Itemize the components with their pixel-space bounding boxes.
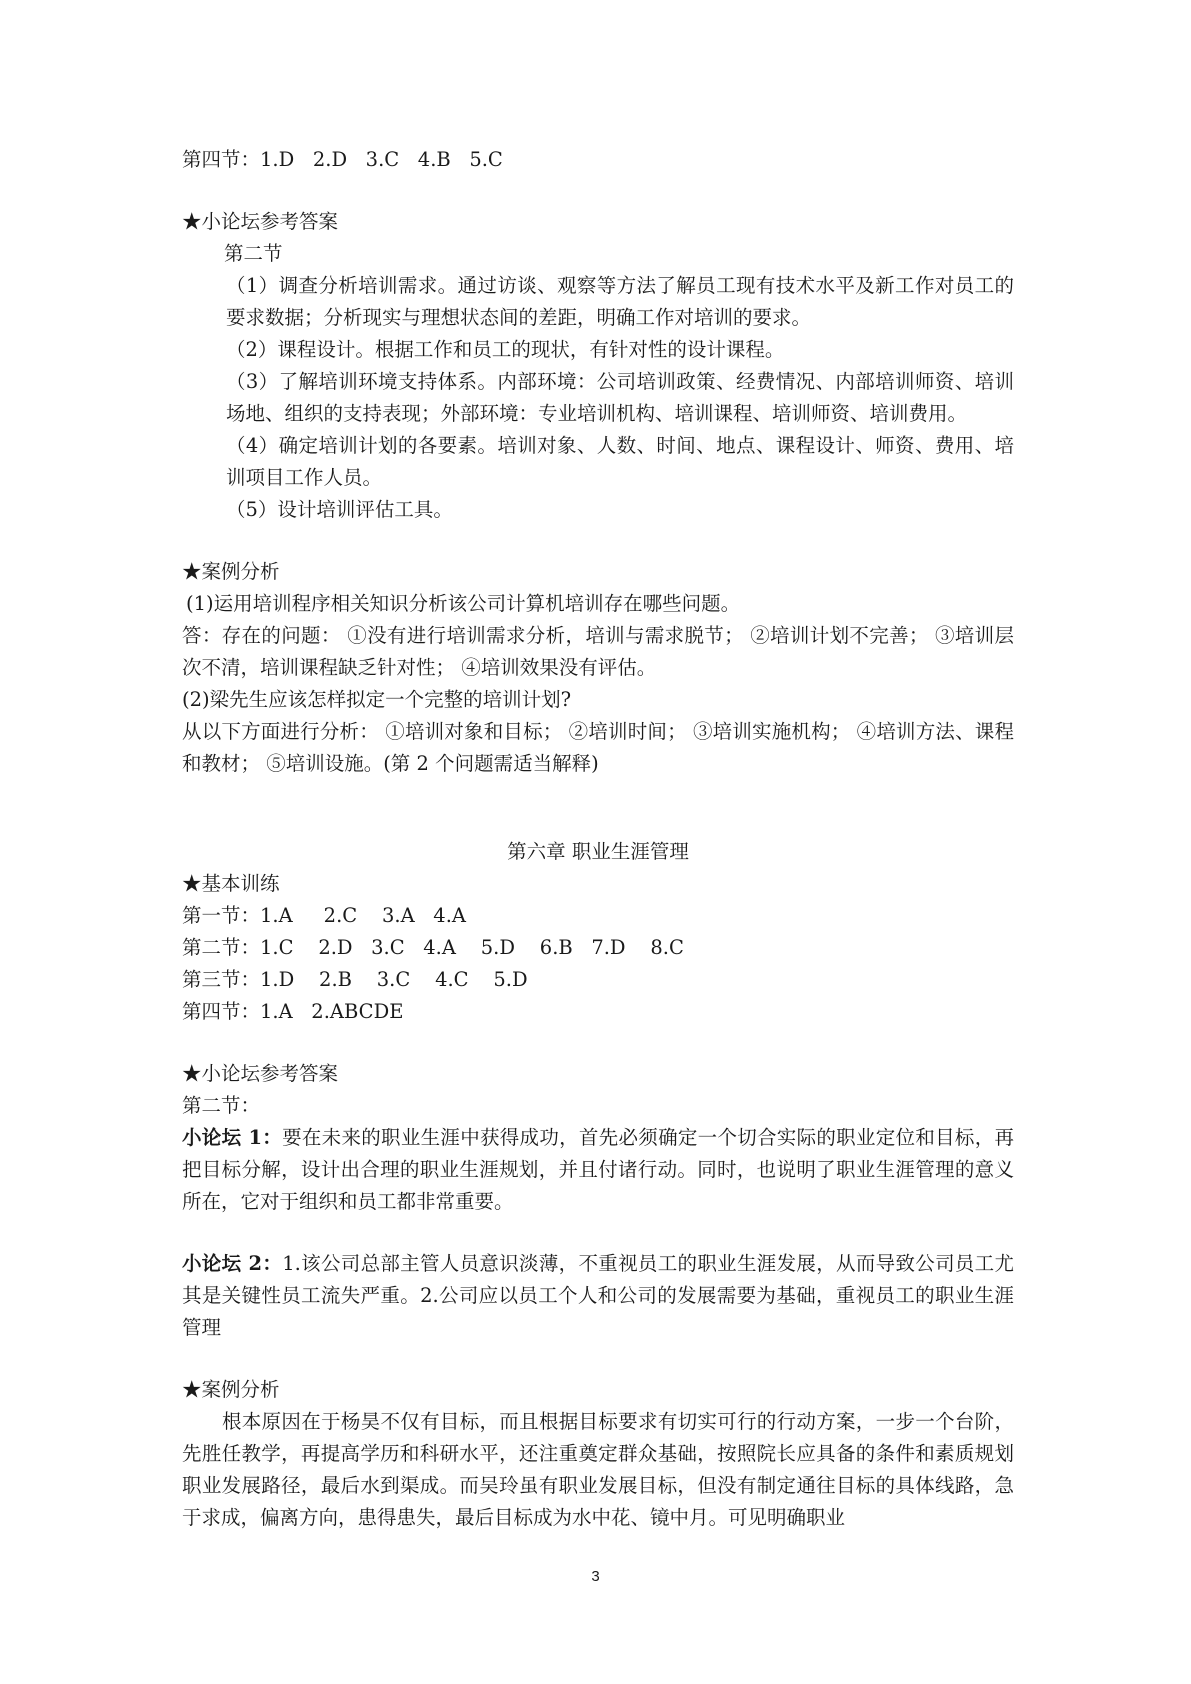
- chapter6-section-1: 第一节：1.A 2.C 3.A 4.A: [182, 904, 466, 927]
- basic-training-heading: ★基本训练: [182, 872, 280, 895]
- chapter6-forum-subheading: 第二节：: [182, 1094, 261, 1117]
- chapter-title: 第六章 职业生涯管理: [507, 840, 689, 863]
- forum-1-label: 小论坛 1：: [182, 1126, 283, 1149]
- forum-item-5: （5）设计培训评估工具。: [226, 498, 453, 521]
- chapter6-section-3: 第三节：1.D 2.B 3.C 4.C 5.D: [182, 968, 528, 991]
- chapter6-case-heading: ★案例分析: [182, 1378, 280, 1401]
- case-answer-1: 答：存在的问题： ①没有进行培训需求分析，培训与需求脱节； ②培训计划不完善； ③培训层次不清，培训课程缺乏针对性； ④培训效果没有评估。: [182, 624, 1014, 679]
- case-question-1: (1)运用培训程序相关知识分析该公司计算机培训存在哪些问题。: [186, 592, 741, 615]
- document-page: [182, 144, 1014, 1534]
- forum-2-text: 1.该公司总部主管人员意识淡薄，不重视员工的职业生涯发展，从而导致公司员工尤其是关键性员工流失严重。2.公司应以员工个人和公司的发展需要为基础，重视员工的职业生涯管理: [182, 1252, 1014, 1339]
- forum-heading: ★小论坛参考答案: [182, 210, 339, 233]
- forum-subheading: 第二节: [224, 242, 283, 265]
- case-heading: ★案例分析: [182, 560, 280, 583]
- chapter6-section-4: 第四节：1.A 2.ABCDE: [182, 1000, 404, 1023]
- chapter6-forum-1: [182, 1122, 1014, 1218]
- forum-item-1: （1）调查分析培训需求。通过访谈、观察等方法了解员工现有技术水平及新工作对员工的要求数据；分析现实与理想状态间的差距，明确工作对培训的要求。: [226, 274, 1014, 329]
- case-answer-2: 从以下方面进行分析： ①培训对象和目标； ②培训时间； ③培训实施机构； ④培训方法、课程和教材； ⑤培训设施。(第 2 个问题需适当解释): [182, 720, 1014, 775]
- page-number: 3: [591, 1568, 600, 1585]
- chapter6-case-text: 根本原因在于杨昊不仅有目标，而且根据目标要求有切实可行的行动方案，一步一个台阶，先胜任教学，再提高学历和科研水平，还注重奠定群众基础，按照院长应具备的条件和素质规划职业发展路径，最后水到渠成。而吴玲虽有职业发展目标，但没有制定通往目标的具体线路，急于求成，偏离方向，患得患失，最后目标成为水中花、镜中月。可见明确职业: [182, 1410, 1014, 1529]
- case-question-2: (2)梁先生应该怎样拟定一个完整的培训计划?: [182, 688, 572, 711]
- forum-1-text: 要在未来的职业生涯中获得成功，首先必须确定一个切合实际的职业定位和目标，再把目标分解，设计出合理的职业生涯规划，并且付诸行动。同时，也说明了职业生涯管理的意义所在，它对于组织和员工都非常重要。: [182, 1126, 1014, 1213]
- section4-answers: 第四节：1.D 2.D 3.C 4.B 5.C: [182, 148, 503, 171]
- forum-item-4: （4）确定培训计划的各要素。培训对象、人数、时间、地点、课程设计、师资、费用、培训项目工作人员。: [226, 434, 1014, 489]
- forum-2-label: 小论坛 2：: [182, 1252, 283, 1275]
- chapter6-forum-2: [182, 1248, 1014, 1344]
- forum-item-3: （3）了解培训环境支持体系。内部环境：公司培训政策、经费情况、内部培训师资、培训场地、组织的支持表现；外部环境：专业培训机构、培训课程、培训师资、培训费用。: [226, 370, 1014, 425]
- chapter6-section-2: 第二节：1.C 2.D 3.C 4.A 5.D 6.B 7.D 8.C: [182, 936, 684, 959]
- forum-item-2: （2）课程设计。根据工作和员工的现状，有针对性的设计课程。: [226, 338, 785, 361]
- chapter6-forum-heading: ★小论坛参考答案: [182, 1062, 339, 1085]
